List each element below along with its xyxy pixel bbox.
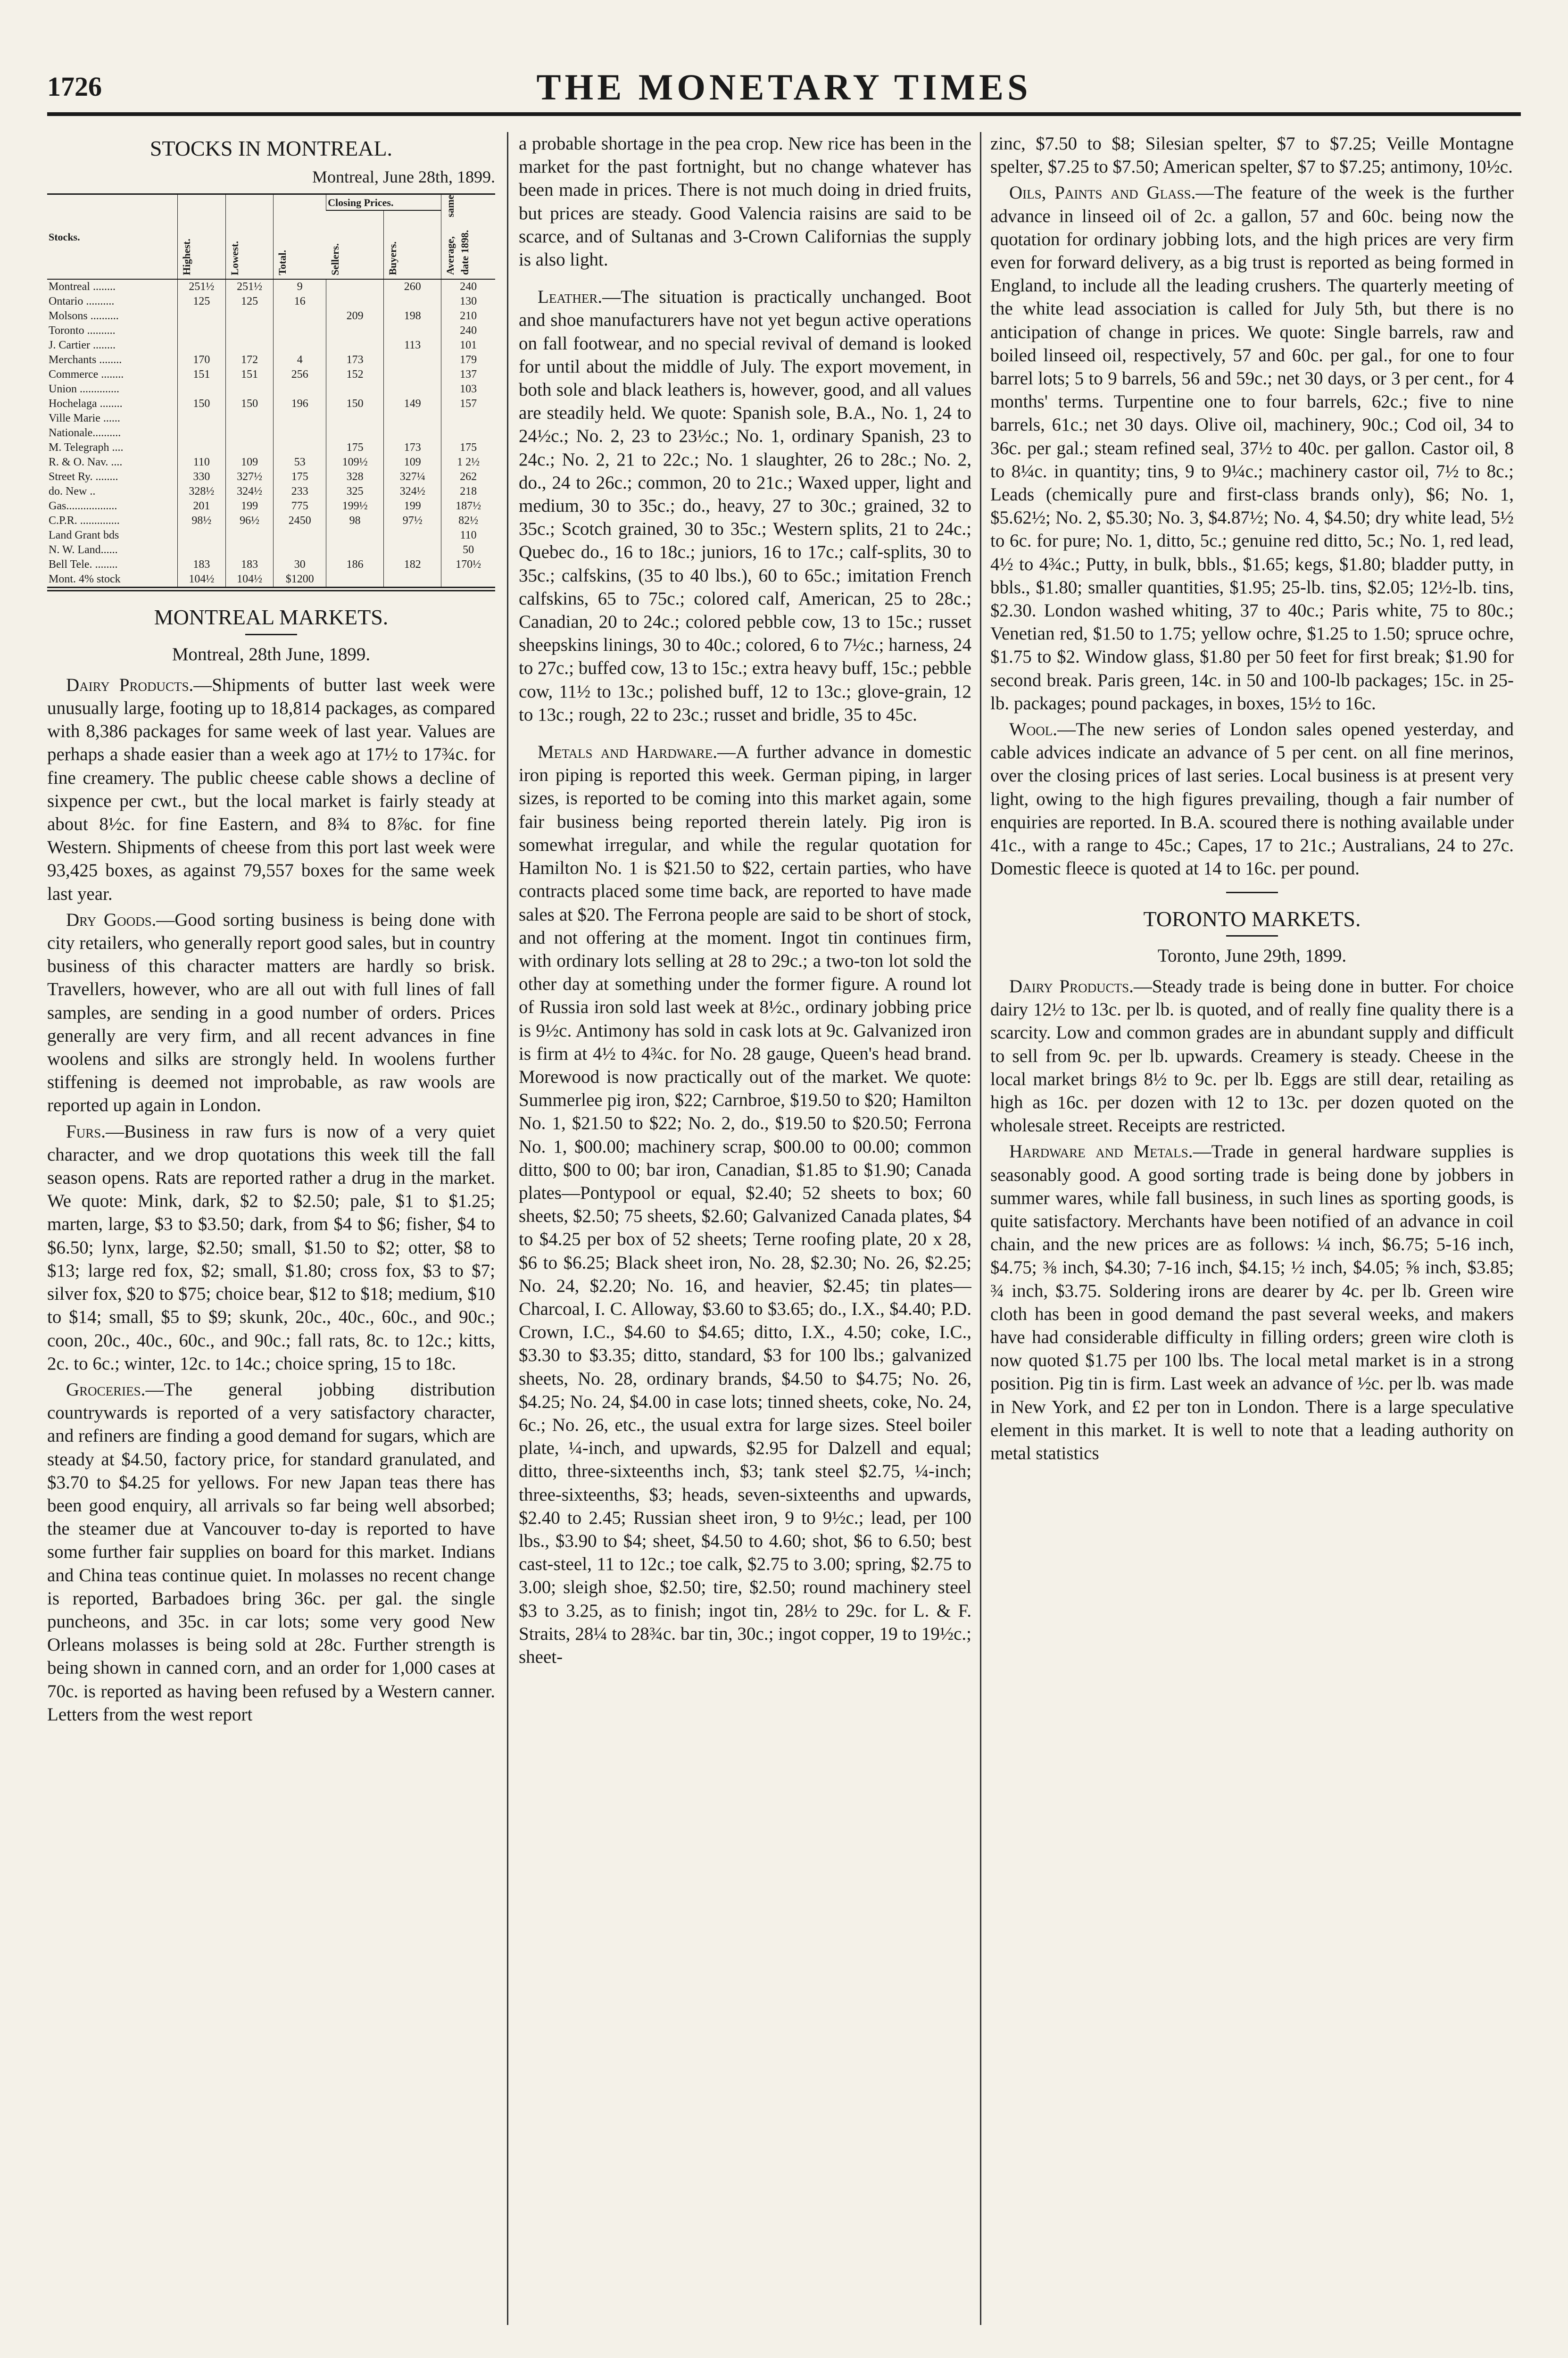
stock-value-cell: 150 bbox=[225, 397, 274, 411]
table-row bbox=[47, 353, 495, 367]
toronto-dairy-subhead: Dairy Products. bbox=[1009, 976, 1134, 996]
leather-subhead: Leather. bbox=[538, 287, 603, 307]
stock-value-cell: 157 bbox=[441, 397, 495, 411]
stocks-table bbox=[47, 193, 495, 588]
stock-value-cell: 150 bbox=[326, 397, 384, 411]
col-header-total: Total. bbox=[274, 194, 326, 280]
stock-value-cell: 98 bbox=[326, 514, 384, 528]
stock-value-cell bbox=[274, 543, 326, 557]
stock-value-cell bbox=[326, 279, 384, 294]
stock-value-cell bbox=[274, 382, 326, 397]
stock-value-cell bbox=[178, 426, 226, 440]
stock-value-cell: 328½ bbox=[178, 484, 226, 499]
col-header-closing-prices: Closing Prices. bbox=[326, 194, 441, 210]
toronto-markets-heading: TORONTO MARKETS. bbox=[1143, 906, 1361, 931]
stock-name-cell: M. Telegraph .... bbox=[49, 441, 124, 454]
stock-value-cell bbox=[384, 382, 441, 397]
stock-value-cell: 96½ bbox=[225, 514, 274, 528]
table-row bbox=[47, 557, 495, 572]
stock-value-cell: 201 bbox=[178, 499, 226, 514]
dairy-subhead: Dairy Products. bbox=[66, 674, 194, 695]
table-row bbox=[47, 499, 495, 514]
column-2 bbox=[519, 132, 971, 2325]
dairy-text: —Shipments of butter last week were unusually large, footing up to 18,814 packages, as compared with 8,386 packages for same week of last year. Values are perhaps a shade easier than a week ago at 17½ to 17¾c. for fine creamery. The public cheese cable shows a decline of sixpence per cwt., but the local market is fairly steady at about 8½c. for fine Eastern, and 8¾ to 8⅞c. for fine Western. Shipments of cheese from this port last week were 93,425 boxes, as against 79,557 boxes for the same week last year. bbox=[47, 674, 495, 904]
table-row bbox=[47, 279, 495, 294]
stock-value-cell bbox=[178, 309, 226, 324]
stock-value-cell: 233 bbox=[274, 484, 326, 499]
table-row bbox=[47, 455, 495, 470]
stock-value-cell: 149 bbox=[384, 397, 441, 411]
stock-value-cell bbox=[384, 294, 441, 309]
metals-paragraph bbox=[519, 740, 971, 1669]
table-row bbox=[47, 382, 495, 397]
stock-value-cell bbox=[178, 382, 226, 397]
stock-value-cell: 199 bbox=[384, 499, 441, 514]
stock-value-cell bbox=[384, 367, 441, 382]
table-row bbox=[47, 309, 495, 324]
stock-value-cell: 50 bbox=[441, 543, 495, 557]
stock-value-cell: 240 bbox=[441, 279, 495, 294]
toronto-hardware-text: —Trade in general hardware supplies is seasonably good. A good sorting trade is being done by jobbers in summer wares, while fall business, in such lines as sporting goods, is quite satisfactory. Merchants have been notified of an advance in coil chain, and the new prices are as follows: ¼ inch, $6.75; 5-16 inch, $4.75; ⅜ inch, $4.30; 7-16 inch, $4.15; ½ inch, $4.05; ⅝ inch, $3.85; ¾ inch, $3.75. Soldering irons are dearer by 4c. per lb. Green wire cloth has been in good demand the past several weeks, and makers have had considerable difficulty in filling orders; green wire cloth is now quoted $1.75 per 100 lbs. The local metal market is in a strong position. Pig tin is firm. Last week an advance of ½c. per lb. was made in New York, and £2 per ton in London. There is a large speculative element in this market. It is well to note that a leading authority on metal statistics bbox=[990, 1141, 1514, 1463]
metals-subhead: Metals and Hardware. bbox=[538, 742, 717, 763]
page-number: 1726 bbox=[47, 71, 102, 102]
stock-name-cell: Nationale.......... bbox=[49, 427, 121, 440]
stock-value-cell: 152 bbox=[326, 367, 384, 382]
masthead-rule bbox=[47, 112, 1521, 116]
stock-value-cell bbox=[225, 528, 274, 543]
col-header-highest: Highest. bbox=[178, 194, 226, 280]
furs-text: —Business in raw furs is now of a very quiet character, and we drop quotations this week till the fall season opens. Rats are reported rather a drug in the market. We quote: Mink, dark, $2 to $2.50; pale, $1 to $1.25; marten, large, $3 to $3.50; dark, from $4 to $6; fisher, $4 to $6.50; lynx, large, $2.50; small, $1.50 to $2; otter, $8 to $13; large red fox, $2; small, $1.80; cross fox, $3 to $7; silver fox, $20 to $75; choice bear, $12 to $18; medium, $10 to $14; small, $5 to $9; skunk, 20c., 40c., 60c., and 90c.; coon, 20c., 40c., 60c., and 90c.; fall rats, 8c. to 12c.; kitts, 2c. to 6c.; winter, 12c. to 14c.; choice spring, 15 to 18c. bbox=[47, 1121, 495, 1374]
stock-value-cell: 101 bbox=[441, 338, 495, 353]
stock-value-cell bbox=[225, 324, 274, 338]
stock-value-cell bbox=[225, 382, 274, 397]
montreal-dateline: Montreal, 28th June, 1899. bbox=[172, 644, 371, 664]
stock-value-cell: 9 bbox=[274, 279, 326, 294]
stock-value-cell: 240 bbox=[441, 324, 495, 338]
stock-value-cell: 251½ bbox=[225, 279, 274, 294]
stock-value-cell bbox=[178, 528, 226, 543]
stock-name-cell: J. Cartier ........ bbox=[49, 339, 116, 352]
stock-value-cell bbox=[326, 294, 384, 309]
column-divider bbox=[980, 132, 981, 2325]
groceries-subhead: Groceries. bbox=[66, 1379, 146, 1400]
stock-value-cell: 327½ bbox=[225, 470, 274, 484]
stock-value-cell: 110 bbox=[178, 455, 226, 470]
stock-value-cell: 109 bbox=[225, 455, 274, 470]
stock-value-cell: 30 bbox=[274, 557, 326, 572]
stock-value-cell bbox=[384, 411, 441, 426]
groceries-text: —The general jobbing distribution countrywards is reported of a very satisfactory character, and refiners are finding a good demand for sugars, which are steady at $4.50, factory price, for standard granulated, and $3.70 to $4.25 for yellows. For new Japan teas there has been good enquiry, all arrivals so far being well absorbed; the steamer due at Vancouver to-day is reported to have some further fair supplies on board for this market. Indians and China teas continue quiet. In molasses no recent change is reported, Barbadoes bring 36c. per gal. the single puncheons, and 35c. in car lots; some very good New Orleans molasses is being sold at 28c. Further strength is being shown in canned corn, and an order for 1,000 cases at 70c. is reported as having been refused by a Western canner. Letters from the west report bbox=[47, 1379, 495, 1725]
stocks-table-body bbox=[47, 279, 495, 588]
table-row bbox=[47, 514, 495, 528]
stock-value-cell bbox=[326, 324, 384, 338]
stock-value-cell bbox=[274, 528, 326, 543]
col-header-buyers: Buyers. bbox=[384, 210, 441, 279]
stock-name-cell: Mont. 4% stock bbox=[49, 573, 121, 586]
column-1 bbox=[47, 132, 495, 2325]
stock-value-cell bbox=[178, 411, 226, 426]
stock-value-cell: 218 bbox=[441, 484, 495, 499]
stock-value-cell: 330 bbox=[178, 470, 226, 484]
stock-value-cell bbox=[326, 572, 384, 588]
stock-name-cell: R. & O. Nav. .... bbox=[49, 456, 123, 469]
stock-value-cell: 196 bbox=[274, 397, 326, 411]
column-divider bbox=[507, 132, 508, 2325]
stock-value-cell: 183 bbox=[178, 557, 226, 572]
wool-text: —The new series of London sales opened yesterday, and cable advices indicate an advance of 5 per cent. on all fine merinos, over the closing prices of last series. Local business is at present very light, owing to the high figures prevailing, though a fair number of enquiries are reported. In B.A. scoured there is nothing available under 41c., with a range to 45c.; Capes, 17 to 21c.; Australians, 24 to 27c. Domestic fleece is quoted at 14 to 16c. per pound. bbox=[990, 719, 1514, 879]
stock-value-cell bbox=[384, 543, 441, 557]
stock-value-cell: 172 bbox=[225, 353, 274, 367]
montreal-markets-heading: MONTREAL MARKETS. bbox=[154, 605, 389, 630]
stock-value-cell: 103 bbox=[441, 382, 495, 397]
stock-value-cell: 251½ bbox=[178, 279, 226, 294]
furs-paragraph bbox=[47, 1120, 495, 1375]
leather-paragraph bbox=[519, 285, 971, 726]
stock-value-cell: 104½ bbox=[178, 572, 226, 588]
masthead: THE MONETARY TIMES bbox=[536, 66, 1032, 108]
stock-value-cell bbox=[178, 324, 226, 338]
table-row bbox=[47, 572, 495, 588]
furs-subhead: Furs. bbox=[66, 1121, 106, 1142]
stock-value-cell: 260 bbox=[384, 279, 441, 294]
toronto-hardware-paragraph bbox=[990, 1140, 1514, 1465]
stock-name-cell: N. W. Land...... bbox=[49, 544, 118, 556]
stock-name-cell: Montreal ........ bbox=[49, 281, 116, 293]
stock-value-cell: $1200 bbox=[274, 572, 326, 588]
stock-value-cell: 328 bbox=[326, 470, 384, 484]
stock-value-cell bbox=[326, 382, 384, 397]
table-row bbox=[47, 367, 495, 382]
stock-value-cell: 104½ bbox=[225, 572, 274, 588]
stock-value-cell: 325 bbox=[326, 484, 384, 499]
stock-name-cell: Hochelaga ........ bbox=[49, 398, 123, 410]
stock-value-cell bbox=[384, 528, 441, 543]
stock-value-cell: 97½ bbox=[384, 514, 441, 528]
stock-name-cell: Union .............. bbox=[49, 383, 119, 396]
stock-value-cell bbox=[326, 528, 384, 543]
stock-value-cell bbox=[225, 440, 274, 455]
dairy-paragraph bbox=[47, 673, 495, 905]
stock-value-cell bbox=[225, 338, 274, 353]
dry-goods-text: —Good sorting business is being done with city retailers, who generally report good sales, but in country business of this character matters are hardly so brisk. Travellers, however, who are all out with full lines of fall samples, are sending in a good number of orders. Prices generally are very firm, and all recent advances in fine woolens and silks are strongly held. In woolens further stiffening is deemed not improbable, as raw wools are reported up again in London. bbox=[47, 909, 495, 1116]
stock-name-cell: Ontario .......... bbox=[49, 295, 115, 308]
stock-value-cell bbox=[326, 543, 384, 557]
table-row bbox=[47, 484, 495, 499]
stock-value-cell: 175 bbox=[441, 440, 495, 455]
stock-value-cell: 137 bbox=[441, 367, 495, 382]
stock-name-cell: Ville Marie ...... bbox=[49, 412, 120, 425]
stock-value-cell bbox=[326, 426, 384, 440]
stock-value-cell: 2450 bbox=[274, 514, 326, 528]
stock-value-cell bbox=[326, 338, 384, 353]
stock-name-cell: do. New .. bbox=[49, 485, 96, 498]
stock-value-cell: 151 bbox=[178, 367, 226, 382]
stock-value-cell: 170 bbox=[178, 353, 226, 367]
table-row bbox=[47, 294, 495, 309]
groceries-paragraph bbox=[47, 1378, 495, 1726]
table-row bbox=[47, 338, 495, 353]
stock-value-cell: 324½ bbox=[384, 484, 441, 499]
stock-value-cell: 198 bbox=[384, 309, 441, 324]
toronto-dateline: Toronto, June 29th, 1899. bbox=[1157, 945, 1347, 966]
stock-value-cell: 775 bbox=[274, 499, 326, 514]
column-3 bbox=[990, 132, 1514, 2325]
stock-name-cell: Land Grant bds bbox=[49, 529, 119, 542]
stock-value-cell bbox=[225, 309, 274, 324]
stock-value-cell bbox=[274, 338, 326, 353]
section-rule bbox=[47, 590, 495, 591]
stock-value-cell bbox=[326, 411, 384, 426]
stock-value-cell: 53 bbox=[274, 455, 326, 470]
stock-value-cell bbox=[225, 543, 274, 557]
stock-value-cell: 16 bbox=[274, 294, 326, 309]
stock-value-cell: 199 bbox=[225, 499, 274, 514]
stock-value-cell: 1 2½ bbox=[441, 455, 495, 470]
stock-value-cell: 173 bbox=[326, 353, 384, 367]
table-row bbox=[47, 426, 495, 440]
stock-value-cell bbox=[178, 543, 226, 557]
col-header-average: Average, same date 1898. bbox=[441, 194, 495, 280]
table-row bbox=[47, 440, 495, 455]
stock-value-cell: 256 bbox=[274, 367, 326, 382]
stock-value-cell bbox=[384, 426, 441, 440]
stock-value-cell: 175 bbox=[326, 440, 384, 455]
stocks-dateline: Montreal, June 28th, 1899. bbox=[312, 167, 495, 187]
stock-value-cell: 173 bbox=[384, 440, 441, 455]
oils-text: —The feature of the week is the further advance in linseed oil of 2c. a gallon, 57 and 60c. being now the quotation for ordinary jobbing lots, and the high prices are very firm even for forward delivery, as a big trust is reported as being formed in England, to include all the leading crushers. The quarterly meeting of the white lead association is called for July 5th, but there is no anticipation of change in prices. We quote: Single barrels, raw and boiled linseed oil, respectively, 57 and 60c. per gal., for one to four barrel lots; 5 to 9 barrels, 56 and 59c.; net 30 days, or 3 per cent., for 4 months' terms. Turpentine one to four barrels, 62c.; five to nine barrels, 61c.; net 30 days. Olive oil, machinery, 90c.; Cod oil, 34 to 36c. per gal.; steam refined seal, 37½ to 40c. per gallon. Castor oil, 8 to 8¼c. in quantity; tins, 9 to 9¼c.; machinery castor oil, 7½ to 8c.; Leads (chemically pure and first-class brands only), $6; No. 1, $5.62½; No. 2, $5.30; No. 3, $4.87½; No. 4, $4.50; dry white lead, 5½ to 6c. for pure; No. 1, ditto, 5c.; genuine red ditto, 5c.; No. 1, red lead, 4½ to 4¾c.; Putty, in bulk, bbls., $1.65; kegs, $1.80; bladder putty, in bbls., $1.80; smaller quantities, $1.95; 25-lb. tins, $2.05; 12½-lb. tins, $2.30. London washed whiting, 37 to 40c.; Paris white, 75 to 80c.; Venetian red, $1.50 to 1.75; yellow ochre, $1.25 to 1.50; spruce ochre, $1.75 to $2. Window glass, $1.80 per 50 feet for first break; $1.90 for second break. Paris green, 14c. in 50 and 100-lb packages; 15c. in 25-lb. packages; pound packages, in boxes, 15½ to 16c. bbox=[990, 183, 1514, 714]
stock-value-cell: 186 bbox=[326, 557, 384, 572]
toronto-hardware-subhead: Hardware and Metals. bbox=[1009, 1141, 1193, 1162]
stock-value-cell: 130 bbox=[441, 294, 495, 309]
stock-value-cell bbox=[274, 440, 326, 455]
stock-value-cell: 182 bbox=[384, 557, 441, 572]
stock-value-cell bbox=[274, 426, 326, 440]
stock-value-cell: 98½ bbox=[178, 514, 226, 528]
stock-name-cell: C.P.R. .............. bbox=[49, 515, 120, 527]
stock-value-cell bbox=[178, 338, 226, 353]
stock-name-cell: Gas.................. bbox=[49, 500, 117, 513]
stock-name-cell: Toronto .......... bbox=[49, 324, 116, 337]
table-row bbox=[47, 411, 495, 426]
stock-value-cell: 125 bbox=[178, 294, 226, 309]
stock-value-cell bbox=[178, 440, 226, 455]
stock-name-cell: Merchants ........ bbox=[49, 354, 122, 366]
stock-value-cell bbox=[274, 324, 326, 338]
stock-value-cell: 82½ bbox=[441, 514, 495, 528]
stock-name-cell: Molsons .......... bbox=[49, 310, 119, 323]
stock-value-cell: 324½ bbox=[225, 484, 274, 499]
stock-value-cell: 110 bbox=[441, 528, 495, 543]
stock-value-cell bbox=[441, 426, 495, 440]
stock-value-cell: 109 bbox=[384, 455, 441, 470]
toronto-dairy-paragraph bbox=[990, 975, 1514, 1137]
stock-value-cell bbox=[384, 353, 441, 367]
dry-goods-paragraph bbox=[47, 908, 495, 1117]
stock-value-cell: 125 bbox=[225, 294, 274, 309]
table-row bbox=[47, 397, 495, 411]
stock-value-cell bbox=[274, 411, 326, 426]
stock-value-cell: 187½ bbox=[441, 499, 495, 514]
stock-value-cell: 113 bbox=[384, 338, 441, 353]
col-header-lowest: Lowest. bbox=[225, 194, 274, 280]
col-header-sellers: Sellers. bbox=[326, 210, 384, 279]
stock-value-cell: 199½ bbox=[326, 499, 384, 514]
stock-value-cell: 327¼ bbox=[384, 470, 441, 484]
wool-subhead: Wool. bbox=[1009, 719, 1058, 740]
stock-value-cell bbox=[441, 572, 495, 588]
table-row bbox=[47, 543, 495, 557]
stock-value-cell: 183 bbox=[225, 557, 274, 572]
table-row bbox=[47, 470, 495, 484]
stock-value-cell: 209 bbox=[326, 309, 384, 324]
stock-value-cell: 170½ bbox=[441, 557, 495, 572]
stock-value-cell: 109½ bbox=[326, 455, 384, 470]
stocks-heading: STOCKS IN MONTREAL. bbox=[149, 136, 393, 160]
col-header-stocks: Stocks. bbox=[47, 194, 178, 280]
stock-value-cell bbox=[441, 411, 495, 426]
metals-continued: zinc, $7.50 to $8; Silesian spelter, $7 to $7.25; Veille Montagne spelter, $7.25 to $7.50; American spelter, $7 to $7.25; antimony, 10½c. bbox=[990, 133, 1514, 177]
short-rule bbox=[245, 634, 297, 635]
stock-value-cell: 175 bbox=[274, 470, 326, 484]
toronto-dairy-text: —Steady trade is being done in butter. For choice dairy 12½ to 13c. per lb. is quoted, and of really fine quality there is a scarcity. Low and common grades are in abundant supply and difficult to sell from 9c. per lb. upwards. Creamery is steady. Cheese in the local market brings 8½ to 9c. per lb. Eggs are still dear, retailing as high as 16c. per dozen with 12 to 13c. per dozen quoted on the wholesale street. Receipts are restricted. bbox=[990, 976, 1514, 1136]
stock-value-cell bbox=[225, 411, 274, 426]
stock-value-cell bbox=[384, 572, 441, 588]
stock-name-cell: Bell Tele. ........ bbox=[49, 558, 118, 571]
stock-value-cell bbox=[274, 309, 326, 324]
stock-name-cell: Street Ry. ........ bbox=[49, 471, 118, 483]
wool-paragraph bbox=[990, 718, 1514, 880]
stock-value-cell: 179 bbox=[441, 353, 495, 367]
stock-value-cell: 4 bbox=[274, 353, 326, 367]
stock-value-cell: 151 bbox=[225, 367, 274, 382]
table-row bbox=[47, 528, 495, 543]
groceries-continued: a probable shortage in the pea crop. New rice has been in the market for the past fortnight, but no change whatever has been made in prices. There is not much doing in dried fruits, but prices are steady. Good Valencia raisins are said to be scarce, and of Sultanas and 3-Crown Californias the supply is also light. bbox=[519, 133, 971, 270]
stock-value-cell: 150 bbox=[178, 397, 226, 411]
metals-text: —A further advance in domestic iron piping is reported this week. German piping, in larger sizes, is reported to be coming into this market again, some fair business being reported therein lately. Pig iron is somewhat irregular, and while the regular quotation for Hamilton No. 1 is $21.50 to $22, certain parties, who have contracts placed some time back, are reported to have made sales at $20. The Ferrona people are said to be short of stock, and not offering at the moment. Ingot tin continues firm, with ordinary lots selling at 28 to 29c.; a two-ton lot sold the other day at something under the former figure. A round lot of Russia iron sold last week at 8½c., ordinary jobbing price is 9½c. Antimony has sold in cask lots at 9c. Galvanized iron is firm at 4½ to 4¾c. for No. 28 gauge, Queen's head brand. Morewood is now practically out of the market. We quote: Summerlee pig iron, $22; Carnbroe, $19.50 to $20; Hamilton No. 1, $21.50 to $22; No. 2, do., $19.50 to $20.50; Ferrona No. 1, $00.00; machinery scrap, $00.00 to 00.00; common ditto, $00 to 00; bar iron, Canadian, $1.85 to $1.90; Canada plates—Pontypool or equal, $2.40; 52 sheets to box; 60 sheets, $2.50; 75 sheets, $2.60; Galvanized Canada plates, $4 to $4.25 per box of 52 sheets; Terne roofing plate, 20 x 28, $6 to $6.25; Black sheet iron, No. 28, $2.30; No. 26, $2.25; No. 24, $2.20; No. 16, and heavier, $2.45; tin plates—Charcoal, I. C. Alloway, $3.60 to $3.65; do., I.X., $4.40; P.D. Crown, I.C., $4.60 to $4.65; ditto, I.X., 4.50; coke, I.C., $3.30 to $3.35; ditto, standard, $3 for 100 lbs.; galvanized sheets, No. 28, ordinary brands, $4.50 to $4.75; No. 26, $4.25; No. 24, $4.00 in case lots; tinned sheets, coke, No. 24, 6c.; No. 26, etc., the usual extra for large sizes. Steel boiler plate, ¼-inch, and upwards, $2.95 for Dalzell and equal; ditto, three-sixteenths inch, $3; tank steel $2.75, ¼-inch; three-sixteenths, $3; heads, seven-sixteenths and upwards, $2.40 to 2.45; Russian sheet iron, 9 to 9½c.; lead, per 100 lbs., $3.90 to $4; sheet, $4.50 to 4.60; shot, $6 to 6.50; best cast-steel, 11 to 12c.; toe calk, $2.75 to 3.00; spring, $2.75 to 3.00; sleigh shoe, $2.50; tire, $2.50; round machinery steel $3 to 3.25, as to finish; ingot tin, 28½ to 29c. for L. & F. Straits, 28¼ to 28¾c. bar tin, 30c.; ingot copper, 19 to 19½c.; sheet- bbox=[519, 742, 971, 1667]
oils-paragraph bbox=[990, 181, 1514, 715]
short-rule bbox=[1226, 935, 1278, 937]
leather-text: —The situation is practically unchanged. Boot and shoe manufacturers have not yet begun active operations on fall footwear, and no special revival of demand is looked for until about the middle of July. The export movement, in both sole and black leathers is, however, good, and all values are steadily held. We quote: Spanish sole, B.A., No. 1, 24 to 24½c.; No. 2, 23 to 23½c.; No. 1, ordinary Spanish, 23 to 24c.; No. 2, 21 to 22c.; No. 1 slaughter, 26 to 28c.; No. 2, do., 24 to 26c.; common, 20 to 21c.; Waxed upper, light and medium, 30 to 35c.; do., heavy, 27 to 30c.; grained, 32 to 35c.; Scotch grained, 30 to 35c.; Western splits, 21 to 24c.; Quebec do., 16 to 18c.; juniors, 16 to 17c.; calf-splits, 30 to 35c.; calfskins, (35 to 40 lbs.), 60 to 65c.; imitation French calfskins, 65 to 75c.; colored calf, American, 25 to 28c.; Canadian, 20 to 24c.; colored pebble cow, 13 to 15c.; russet sheepskins linings, 30 to 40c.; colored, 6 to 7½c.; harness, 24 to 27c.; buffed cow, 13 to 15c.; extra heavy buff, 15c.; pebble cow, 11½ to 13c.; polished buff, 12 to 13c.; glove-grain, 12 to 13c.; rough, 22 to 23c.; russet and bridle, 35 to 45c. bbox=[519, 287, 971, 725]
stock-name-cell: Commerce ........ bbox=[49, 368, 124, 381]
stock-value-cell: 262 bbox=[441, 470, 495, 484]
oils-subhead: Oils, Paints and Glass. bbox=[1009, 183, 1196, 203]
stock-value-cell: 210 bbox=[441, 309, 495, 324]
section-rule bbox=[1226, 892, 1278, 893]
dry-goods-subhead: Dry Goods. bbox=[66, 909, 157, 930]
stock-value-cell bbox=[384, 324, 441, 338]
stock-value-cell bbox=[225, 426, 274, 440]
table-row bbox=[47, 324, 495, 338]
